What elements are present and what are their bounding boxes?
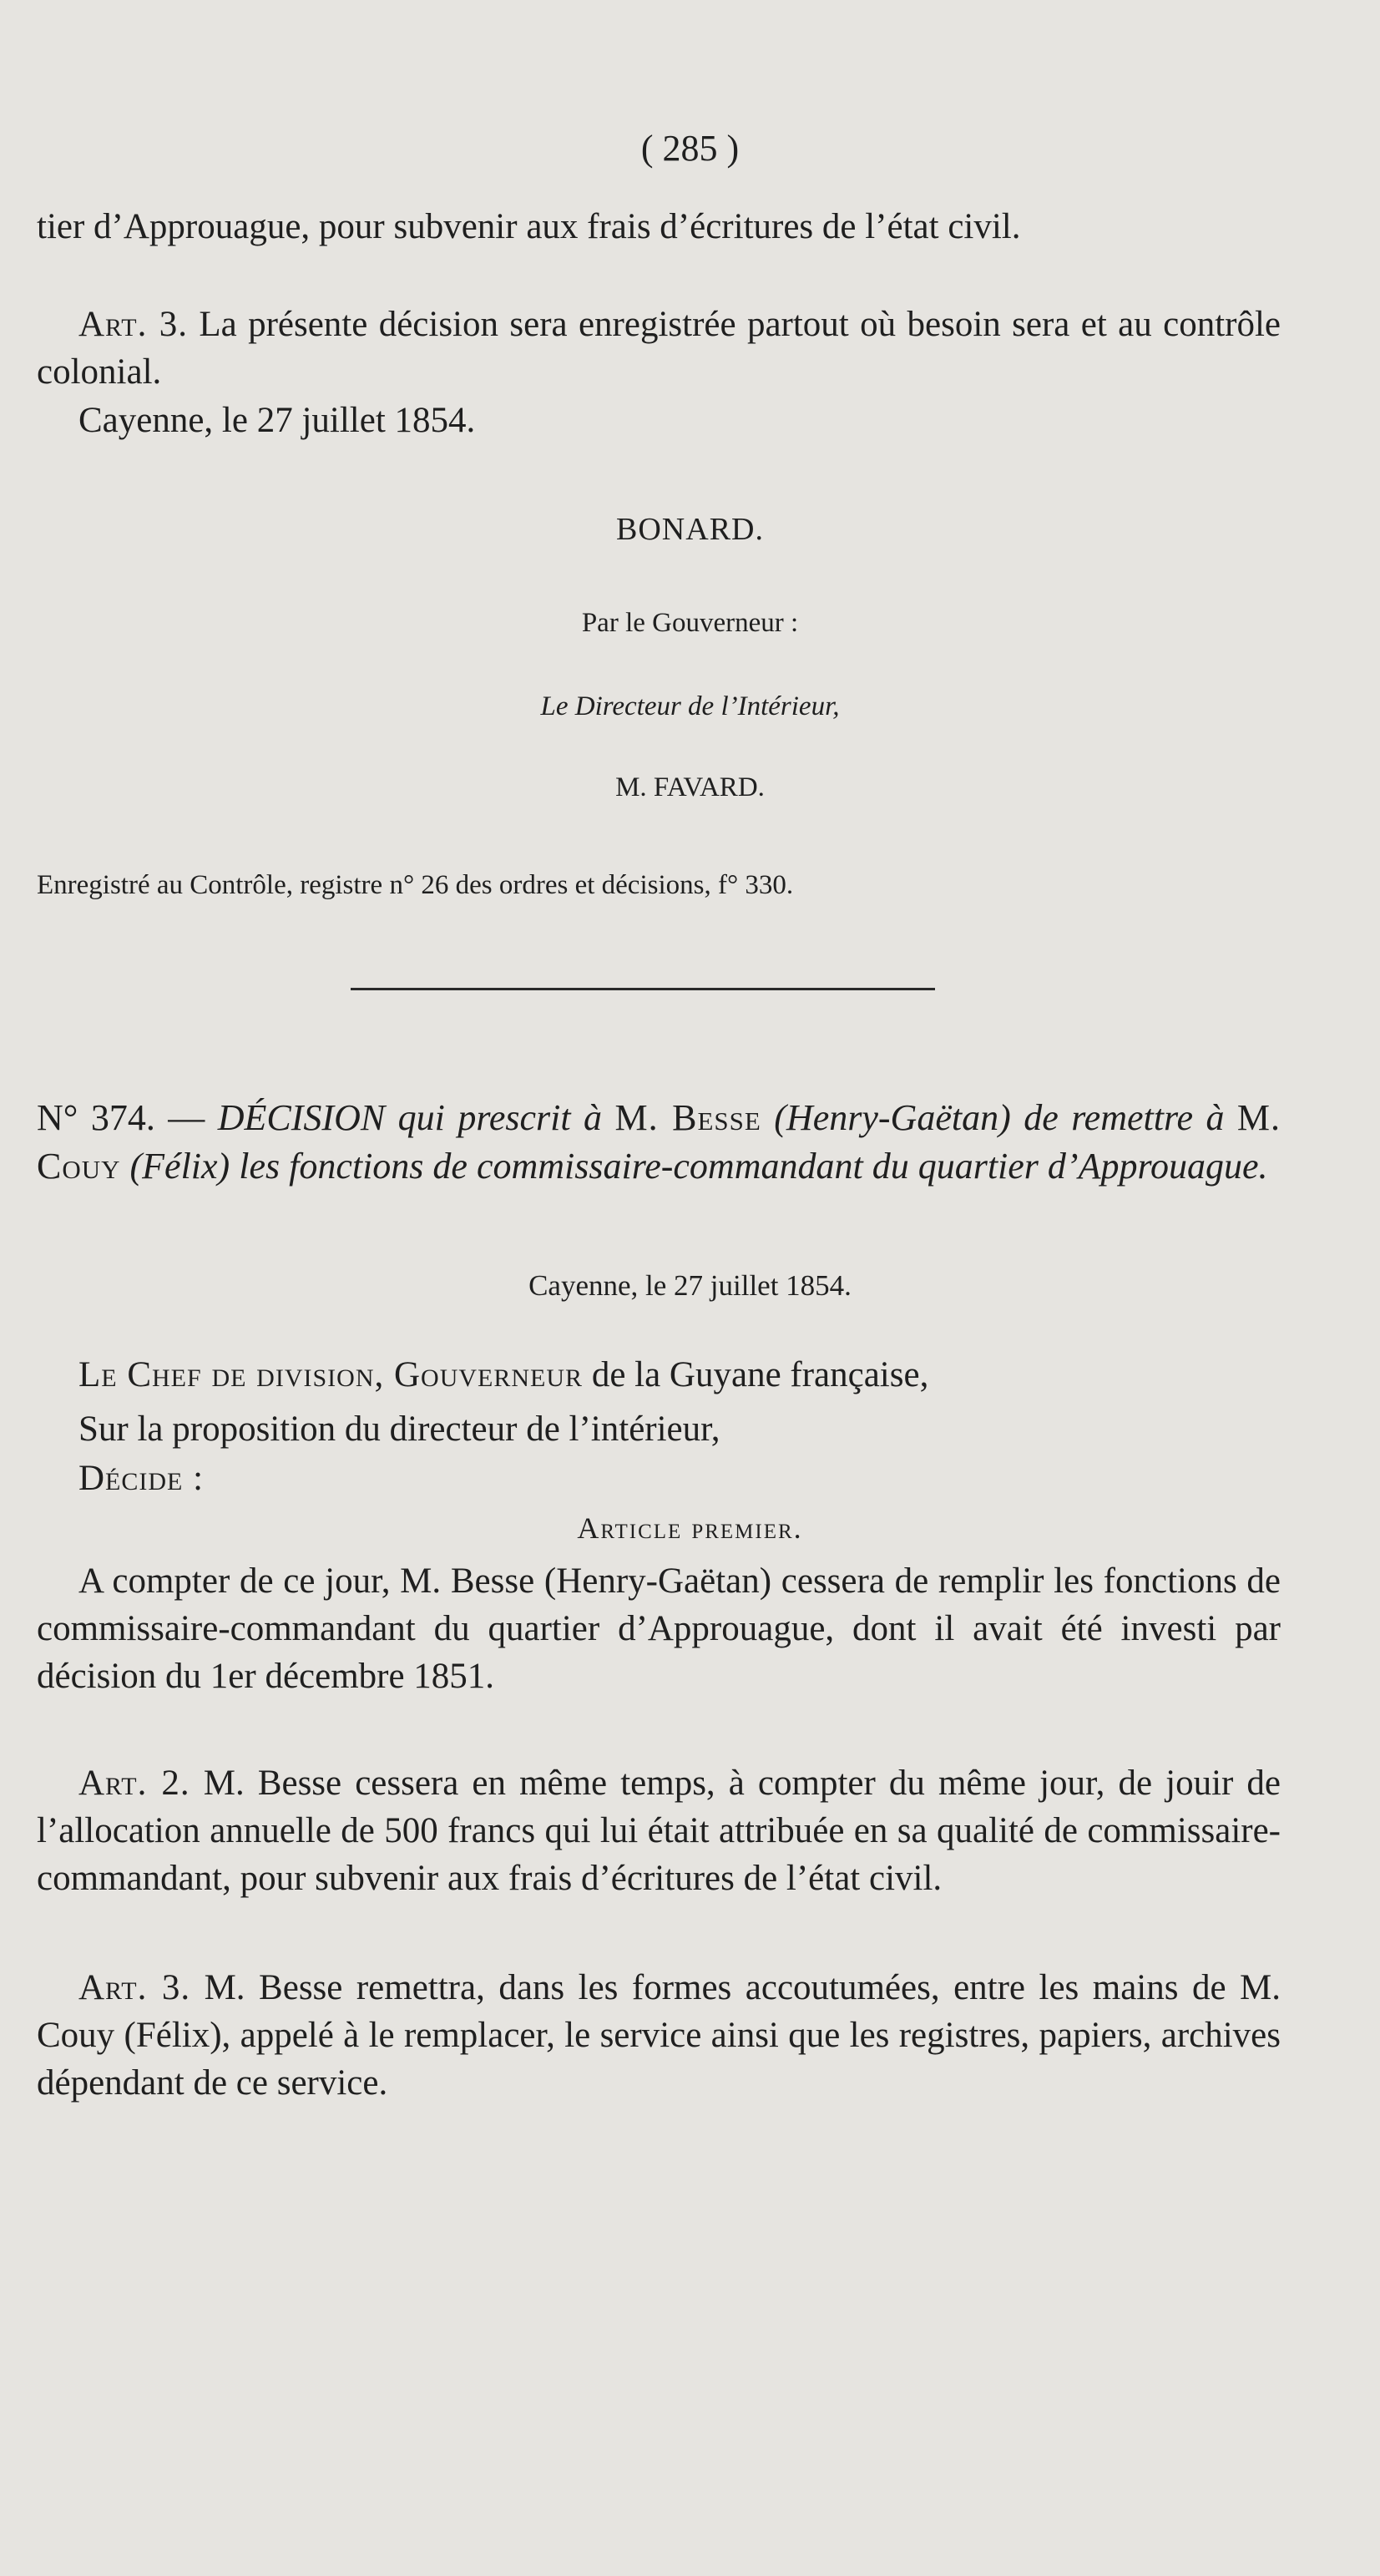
art2-text: M. Besse cessera en même temps, à compter du même jour, de jouir de l’allocation annuelle de 500 francs qui lui était attribuée en sa qualité de commissaire-commandant, pour subvenir aux frais d’écritures de l’état civil. — [37, 1764, 1281, 1898]
article-first-text: A compter de ce jour, M. Besse (Henry-Gaëtan) cessera de remplir les fonctions de commissaire-commandant du quartier d’Approuague, dont il avait été investi par décision du 1er décembre 1851. — [37, 1561, 1281, 1696]
preamble — [37, 1351, 1281, 1399]
article-first-heading: Article premier. — [577, 1511, 803, 1545]
first-date: Cayenne, le 27 juillet 1854. — [78, 401, 476, 440]
preamble-role: Le Chef de division, Gouverneur — [78, 1355, 584, 1394]
decision-name2-given: (Félix) — [129, 1146, 230, 1187]
art3-paragraph — [37, 1964, 1281, 2107]
decision-name1-given: (Henry-Gaëtan) — [774, 1097, 1011, 1138]
art2-paragraph — [37, 1759, 1281, 1902]
director-title: Le Directeur de l’Intérieur, — [540, 691, 840, 721]
proposal-line: Sur la proposition du directeur de l’intérieur, — [78, 1409, 720, 1449]
decision-heading-part2: de remettre à — [1024, 1097, 1225, 1138]
art3-text: M. Besse remettra, dans les formes accoutumées, entre les mains de M. Couy (Félix), appelé à le remplacer, le service ainsi que les registres, papiers, archives dépendant de ce service. — [37, 1968, 1281, 2103]
section-divider — [351, 988, 935, 990]
decision-number: N° 374. — — [37, 1097, 205, 1138]
decision-name2: M. Couy — [37, 1097, 1281, 1187]
registration-note: Enregistré au Contrôle, registre n° 26 des ordres et décisions, f° 330. — [37, 870, 794, 900]
decision-name1: M. Besse — [614, 1097, 761, 1138]
decision-heading — [37, 1094, 1281, 1191]
signatory-by: Par le Gouverneur : — [581, 608, 799, 638]
continuation-paragraph — [37, 203, 1281, 251]
decision-date: Cayenne, le 27 juillet 1854. — [528, 1269, 852, 1302]
decision-heading-part1: DÉCISION qui prescrit à — [217, 1097, 603, 1138]
preamble-rest: de la Guyane française, — [591, 1355, 929, 1394]
signatory: BONARD. — [616, 512, 764, 547]
decides-line: Décide : — [78, 1459, 205, 1498]
first-art3-paragraph — [37, 301, 1281, 396]
continuation-text: tier d’Approuague, pour subvenir aux frais d’écritures de l’état civil. — [37, 207, 1021, 246]
art3-label: Art. 3. — [78, 1968, 191, 2007]
art2-label: Art. 2. — [78, 1764, 190, 1803]
first-art3-label: Art. 3. — [78, 305, 188, 344]
decision-heading-part3: les fonctions de commissaire-commandant du quartier d’Approuague. — [239, 1146, 1268, 1187]
page-number: ( 285 ) — [640, 128, 740, 169]
countersignatory: M. FAVARD. — [615, 772, 765, 802]
first-art3-text: La présente décision sera enregistrée partout où besoin sera et au contrôle colonial. — [37, 305, 1281, 392]
